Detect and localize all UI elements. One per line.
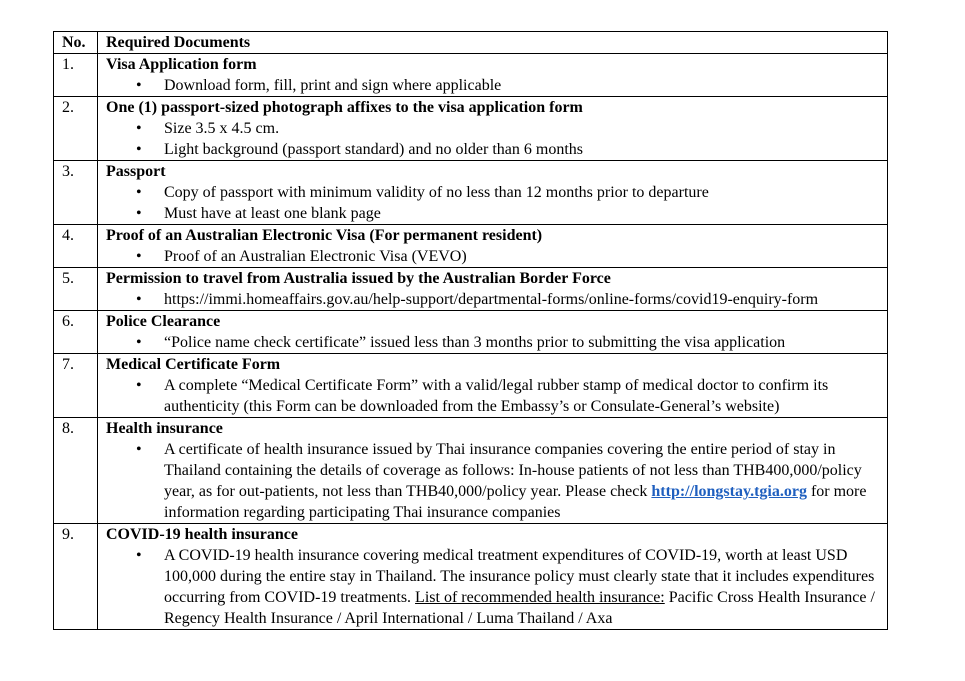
bullet-list: [106, 246, 887, 267]
row-number: 3.: [54, 161, 98, 225]
row-title: Health insurance: [106, 420, 223, 437]
row-content: [98, 161, 888, 225]
table-row: [54, 97, 888, 161]
bullet-item: • Download form, fill, print and sign where applicable: [136, 75, 887, 96]
row-number: 6.: [54, 311, 98, 354]
table-row: [54, 225, 888, 268]
table-header-row: [54, 32, 888, 54]
bullet-list: [106, 545, 887, 629]
recommended-insurance-label: List of recommended health insurance:: [415, 589, 665, 606]
row-content: [98, 97, 888, 161]
row-title: Visa Application form: [106, 56, 257, 73]
row-content: [98, 524, 888, 630]
bullet-item: • Proof of an Australian Electronic Visa (VEVO): [136, 246, 887, 267]
row-title: Proof of an Australian Electronic Visa (For permanent resident): [106, 227, 543, 244]
table-row: [54, 161, 888, 225]
bullet-item: [136, 545, 887, 629]
row-title: Permission to travel from Australia issued by the Australian Border Force: [106, 270, 611, 287]
bullet-list: [106, 375, 887, 417]
row-title: Police Clearance: [106, 313, 221, 330]
bullet-list: [106, 289, 887, 310]
table-row: [54, 268, 888, 311]
row-number: 4.: [54, 225, 98, 268]
bullet-text: for more information regarding participating Thai insurance companies: [164, 483, 867, 521]
bullet-item: • https://immi.homeaffairs.gov.au/help-support/departmental-forms/online-forms/covid19-enquiry-form: [136, 289, 887, 310]
bullet-text: Pacific Cross Health Insurance / Regency Health Insurance / April International / Luma Thailand / Axa: [164, 589, 875, 627]
row-content: [98, 225, 888, 268]
bullet-list: [106, 332, 887, 353]
row-number: 8.: [54, 418, 98, 524]
table-row: [54, 354, 888, 418]
bullet-item: • Copy of passport with minimum validity of no less than 12 months prior to departure: [136, 182, 887, 203]
bullet-item: • Light background (passport standard) and no older than 6 months: [136, 139, 887, 160]
bullet-item: [136, 439, 887, 523]
row-content: [98, 418, 888, 524]
row-title: COVID-19 health insurance: [106, 526, 299, 543]
longstay-link[interactable]: http://longstay.tgia.org: [651, 483, 807, 500]
bullet-item: • Must have at least one blank page: [136, 203, 887, 224]
table-row: [54, 311, 888, 354]
row-title: Medical Certificate Form: [106, 356, 281, 373]
row-content: [98, 268, 888, 311]
row-number: 5.: [54, 268, 98, 311]
bullet-item: • “Police name check certificate” issued less than 3 months prior to submitting the visa application: [136, 332, 887, 353]
table-row: [54, 418, 888, 524]
bullet-list: [106, 118, 887, 160]
row-content: [98, 354, 888, 418]
bullet-list: [106, 182, 887, 224]
bullet-list: [106, 439, 887, 523]
row-number: 2.: [54, 97, 98, 161]
required-documents-table: [53, 31, 888, 630]
row-title: One (1) passport-sized photograph affixes to the visa application form: [106, 99, 583, 116]
row-number: 1.: [54, 54, 98, 97]
table-row: [54, 54, 888, 97]
row-number: 9.: [54, 524, 98, 630]
bullet-text: A COVID-19 health insurance covering medical treatment expenditures of COVID-19, worth at least USD 100,000 during the entire stay in Thailand. The insurance policy must clearly state that it includes expenditures occurring from COVID-19 treatments.: [164, 547, 875, 606]
bullet-list: [106, 75, 887, 96]
table-row: [54, 524, 888, 630]
row-number: 7.: [54, 354, 98, 418]
header-required-documents: Required Documents: [98, 32, 888, 54]
row-content: [98, 54, 888, 97]
row-content: [98, 311, 888, 354]
bullet-text: A certificate of health insurance issued by Thai insurance companies covering the entire period of stay in Thailand containing the details of coverage as follows: In-house patients of not less than THB400,000/policy year, as for out-patients, not less than THB40,000/policy year. Please check: [164, 441, 862, 500]
row-title: Passport: [106, 163, 166, 180]
bullet-item: • Size 3.5 x 4.5 cm.: [136, 118, 887, 139]
bullet-item: • A complete “Medical Certificate Form” with a valid/legal rubber stamp of medical doctor to confirm its authenticity (this Form can be downloaded from the Embassy’s or Consulate-General’s website): [136, 375, 887, 417]
header-no: No.: [54, 32, 98, 54]
